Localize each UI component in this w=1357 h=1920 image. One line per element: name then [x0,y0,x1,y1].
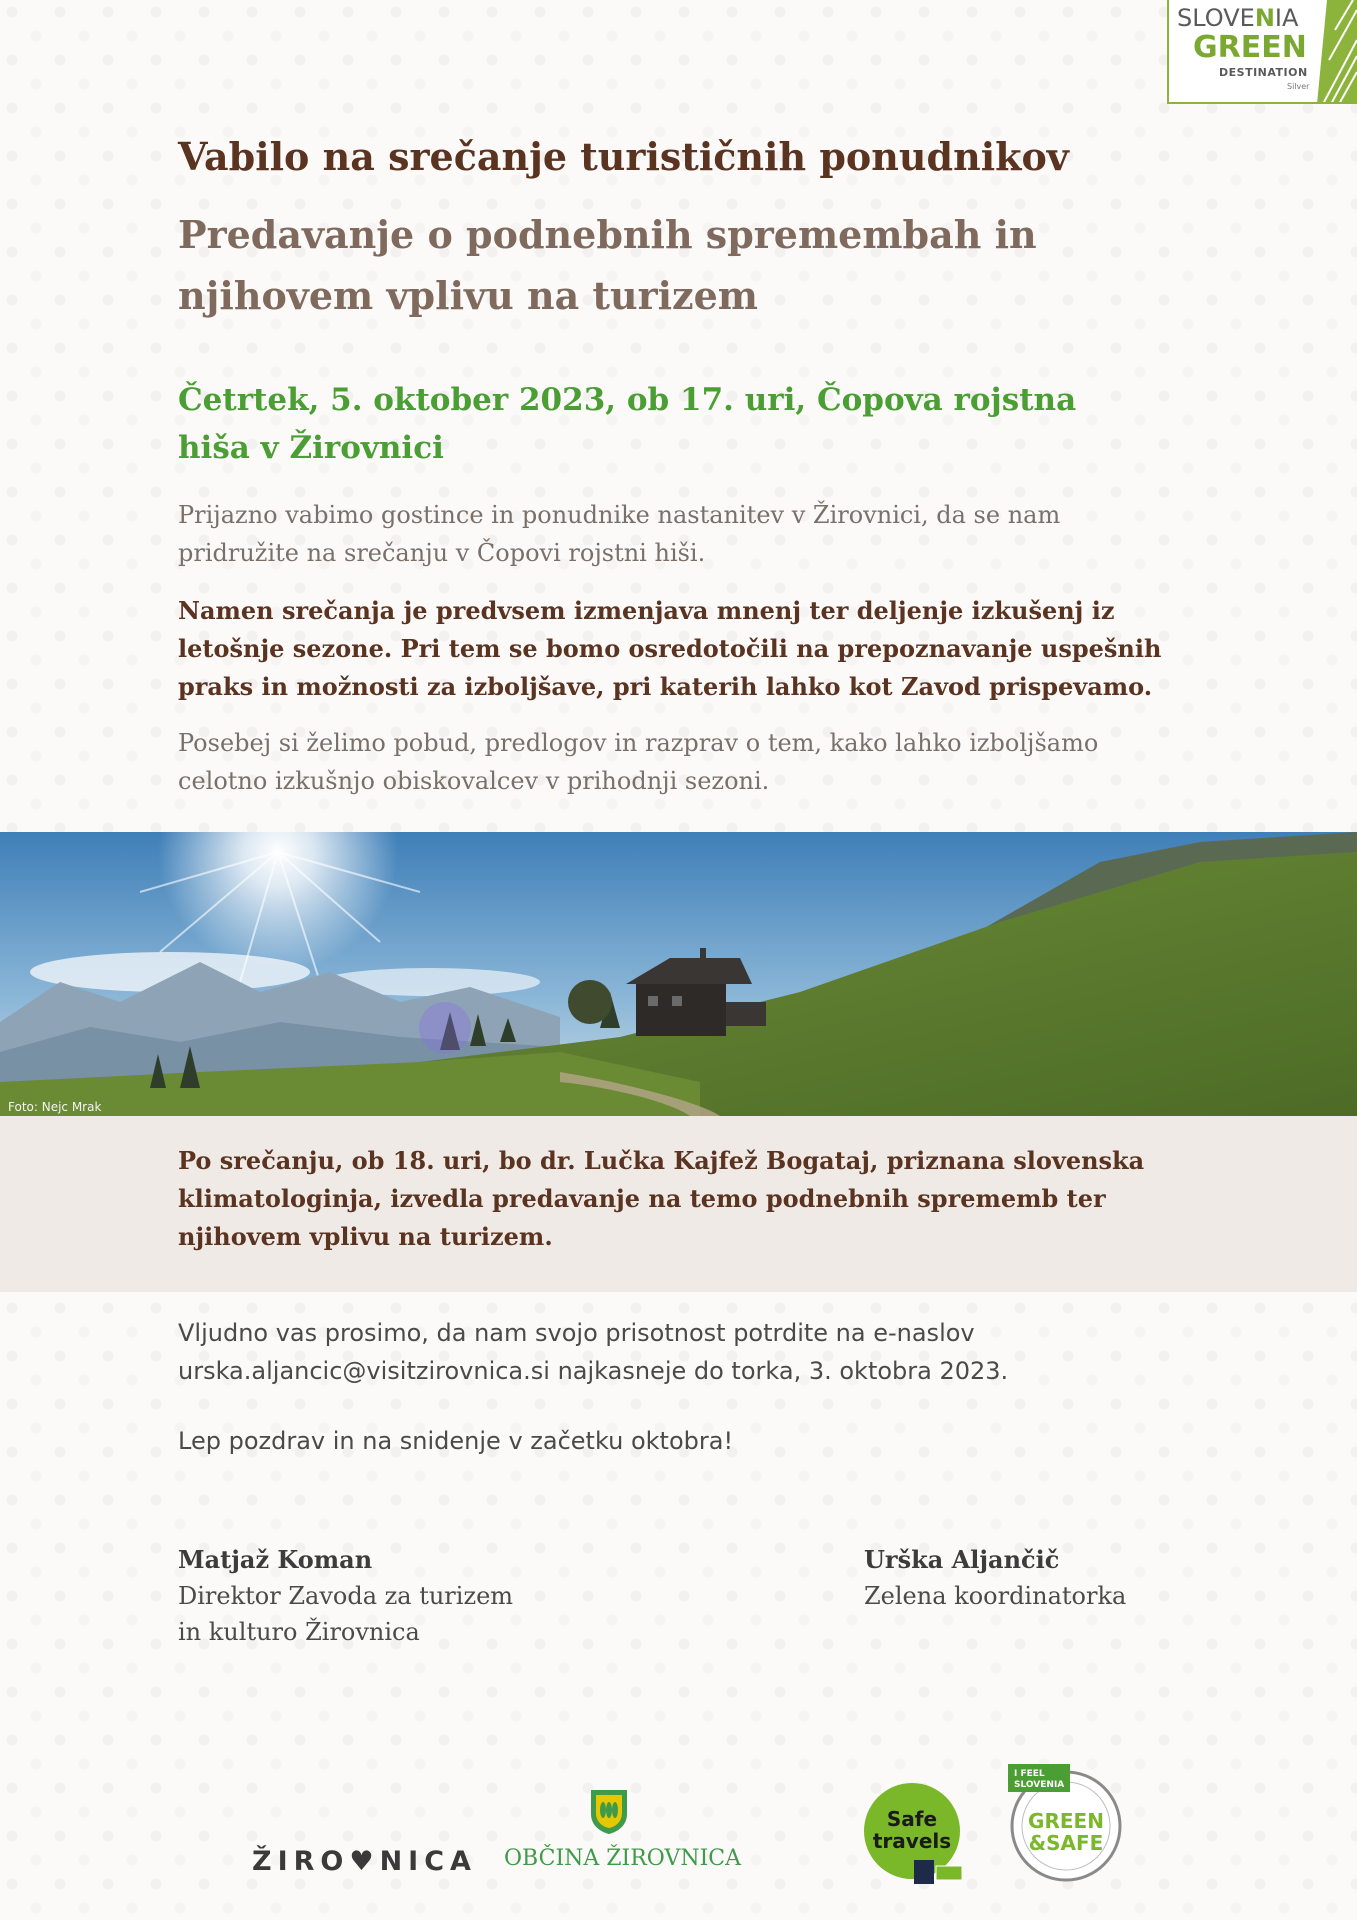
purpose-paragraph: Namen srečanja je predvsem izmenjava mnenj ter deljenje izkušenj iz letošnje sezone. Pri tem se bomo osredotočili na prepoznavanje uspešnih praks in možnosti za izboljšave, pri katerih lahko kot Zavod prispevamo. [178,596,1162,701]
rsvp-text: Vljudno vas prosimo, da nam svojo prisotnost potrdite na e-naslov urska.aljancic@visitzirovnica.si najkasneje do torka, 3. oktobra 2023. [178,1319,1009,1385]
badge-line-silver: Silver [1287,82,1310,91]
obcina-logo-text: OBČINA ŽIROVNICA [504,1846,742,1871]
safe-travels-line2: travels [872,1829,952,1853]
obcina-zirovnica-logo [504,1788,742,1871]
page-title: Vabilo na srečanje turističnih ponudnikov [178,134,1069,179]
green-and-safe-logo [1004,1760,1128,1884]
event-date: Četrtek, 5. oktober 2023, ob 17. uri, Čopova rojstna hiša v Žirovnici [178,382,1077,466]
badge-line-destination: DESTINATION [1219,66,1308,79]
slovenia-green-badge [1167,0,1357,104]
signature-role: Zelena koordinatorka [864,1582,1127,1610]
landscape-photo [0,832,1357,1116]
signature-name: Urška Aljančič [864,1545,1060,1574]
signature-koman [178,1542,598,1650]
intro-paragraph: Prijazno vabimo gostince in ponudnike nastanitev v Žirovnici, da se nam pridružite na srečanju v Čopovi rojstni hiši. [178,501,1061,567]
green-safe-line2: &SAFE [1028,1831,1104,1855]
badge-line-green: GREEN [1193,30,1307,65]
feel-slovenia-line1: I FEEL [1014,1769,1045,1779]
signature-name: Matjaž Koman [178,1545,373,1574]
suggestions-paragraph: Posebej si želimo pobud, predlogov in razprav o tem, kako lahko izboljšamo celotno izkušnjo obiskovalcev v prihodnji sezoni. [178,729,1099,795]
photo-credit: Foto: Nejc Mrak [8,1100,102,1114]
green-safe-line1: GREEN [1028,1809,1104,1833]
page-subtitle: Predavanje o podnebnih spremembah in njihovem vplivu na turizem [178,212,1037,318]
safe-travels-logo [862,1776,972,1886]
crest-icon [589,1788,629,1834]
lecture-text: Po srečanju, ob 18. uri, bo dr. Lučka Kajfež Bogataj, priznana slovenska klimatologinja, izvedla predavanje na temo podnebnih sprememb ter njihovem vplivu na turizem. [178,1146,1145,1251]
zirovnica-logo: ŽIRO♥NICA [252,1846,477,1877]
feel-slovenia-line2: SLOVENIA [1014,1780,1065,1790]
greeting-text: Lep pozdrav in na snidenje v začetku oktobra! [178,1427,734,1455]
signature-role: Direktor Zavoda za turizem [178,1582,514,1610]
badge-line-slovenia: SLOVENIA [1177,4,1299,32]
signature-aljancic [864,1542,1284,1614]
safe-travels-line1: Safe [886,1807,938,1831]
signature-role: in kulturo Žirovnica [178,1618,420,1646]
